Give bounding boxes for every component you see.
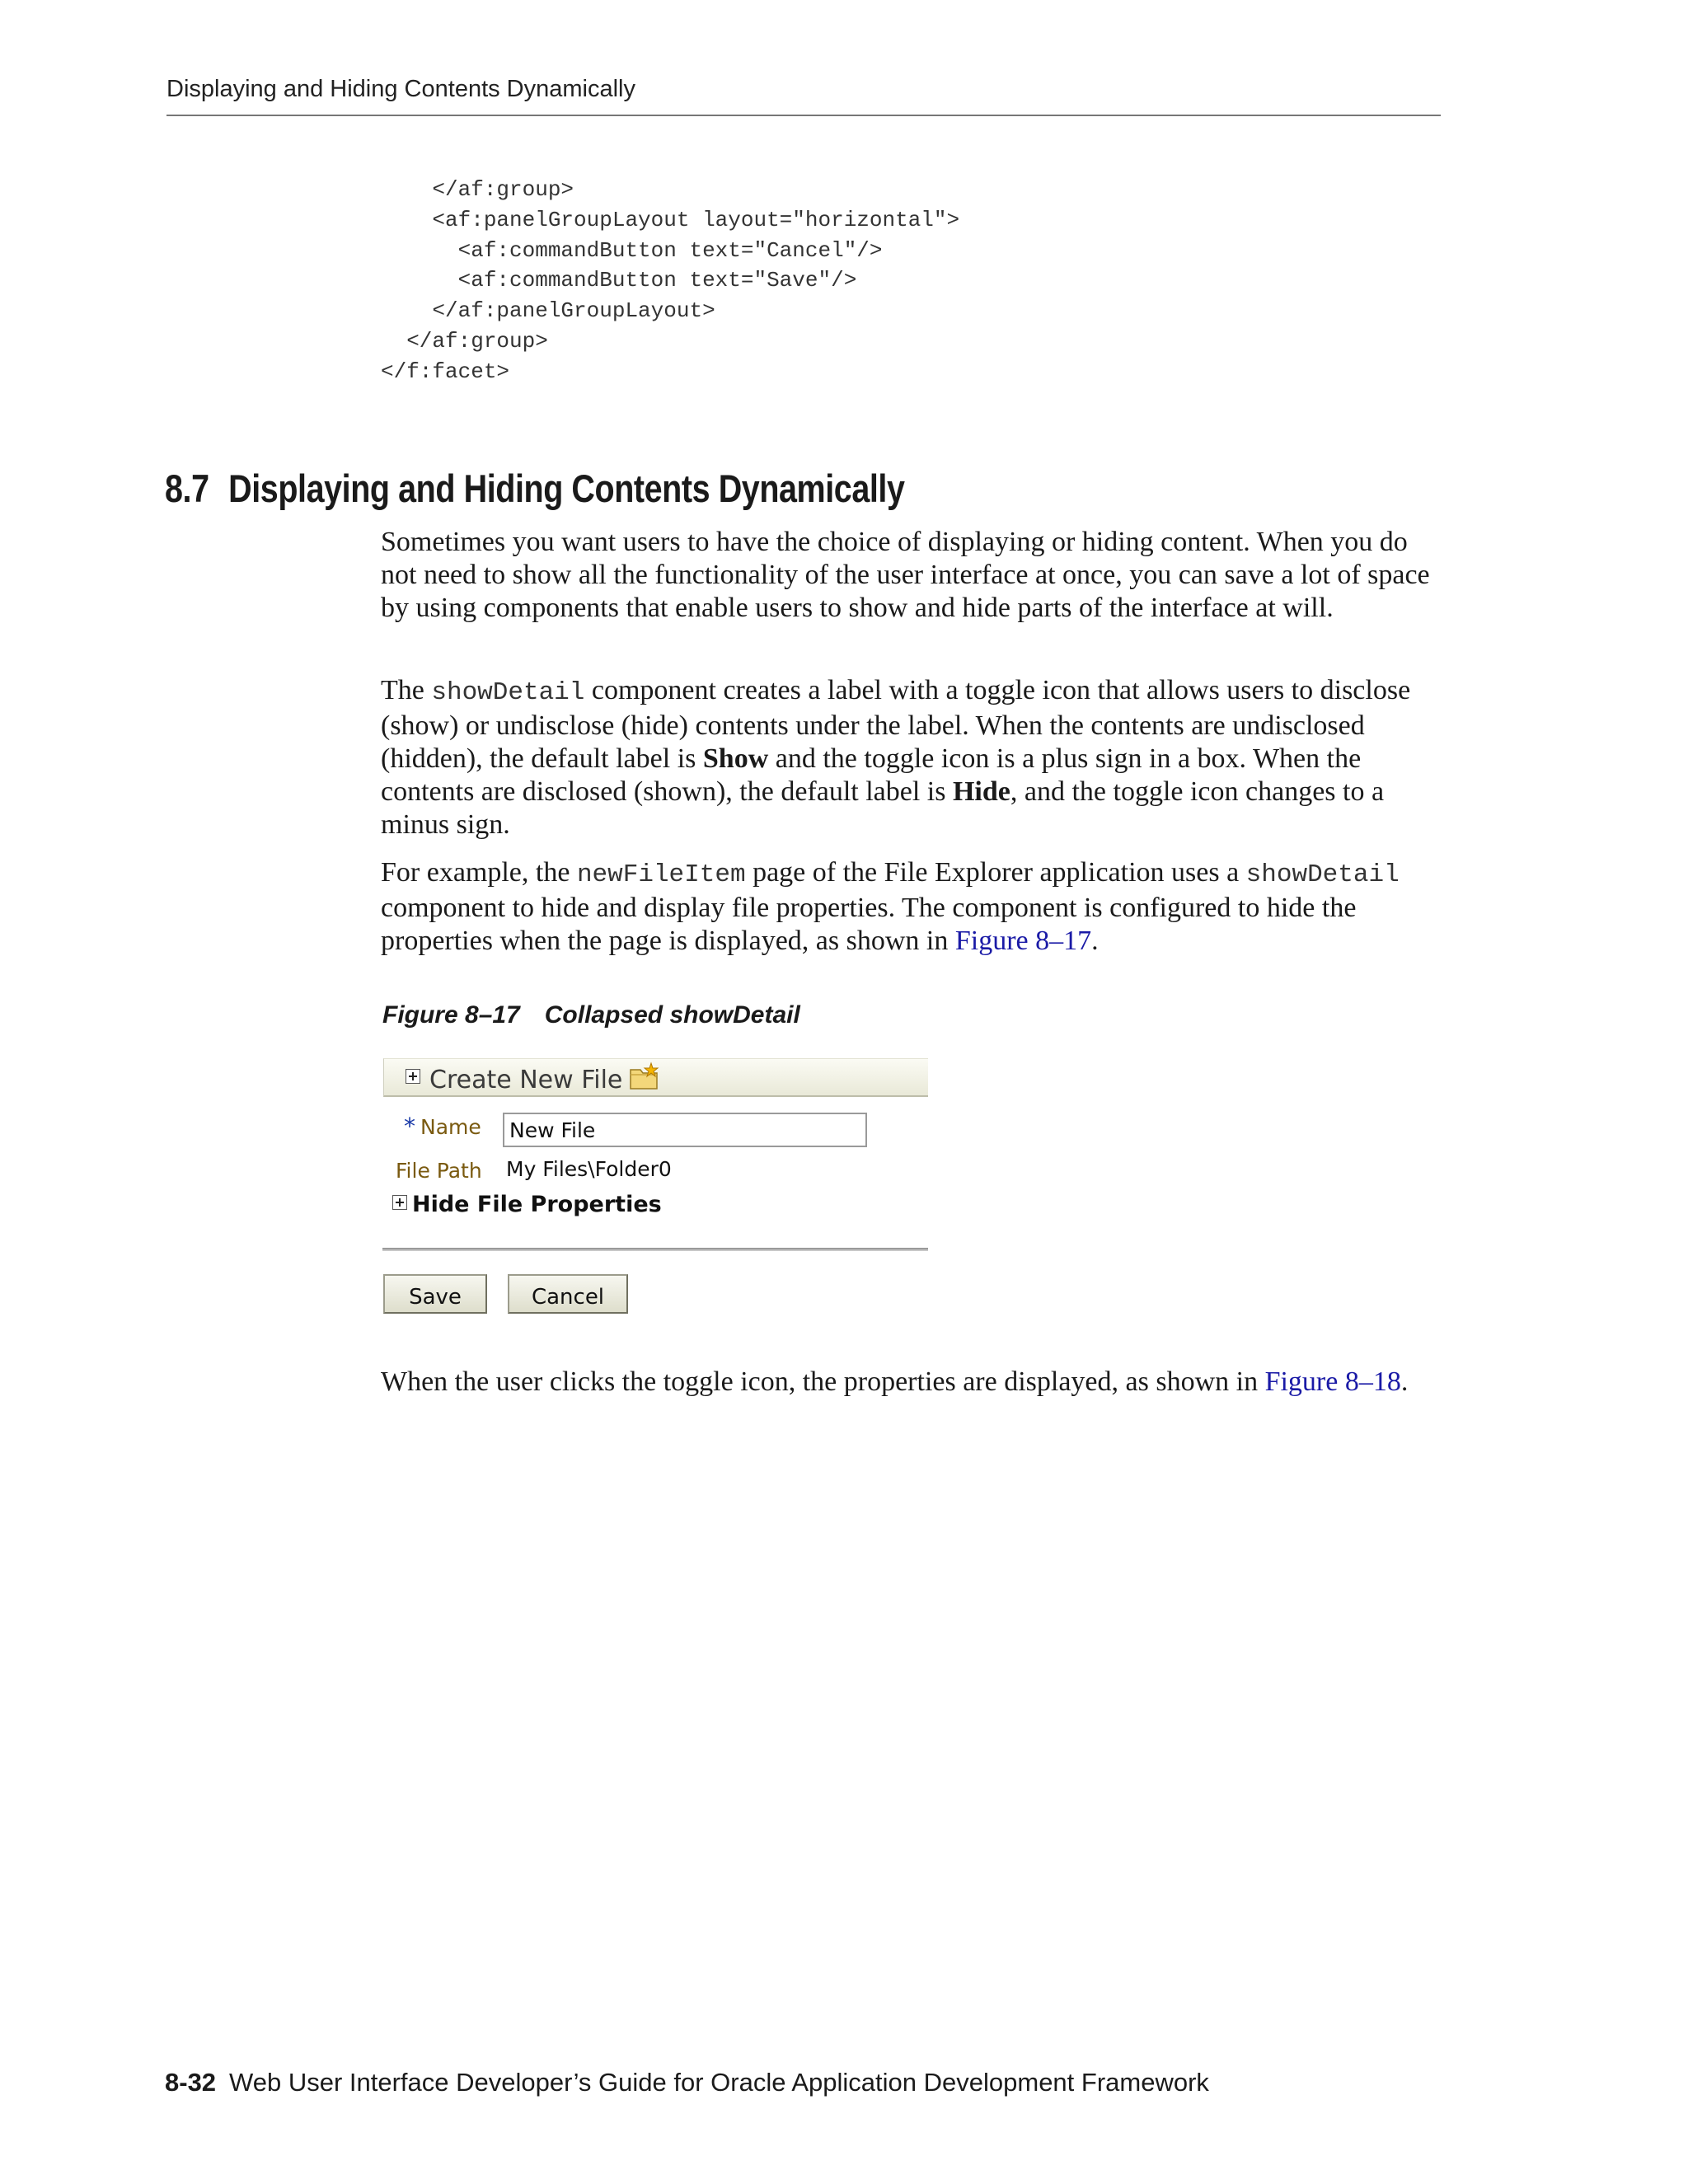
text-run: . xyxy=(1091,926,1099,956)
text-run: , and the toggle icon changes to a minus sign. xyxy=(381,776,1385,840)
figure-title: Collapsed showDetail xyxy=(544,1001,800,1029)
example-paragraph xyxy=(381,856,1444,958)
panel-title: Create New File xyxy=(429,1066,623,1094)
text-run: For example, the xyxy=(381,857,577,888)
code-term: showDetail xyxy=(1245,860,1400,889)
bold-term: Hide xyxy=(952,776,1010,807)
header-rule xyxy=(166,115,1441,116)
name-label xyxy=(404,1113,481,1140)
text-run: and the toggle icon is a plus sign in a box. When the contents are disclosed (shown), the default label is xyxy=(381,743,1362,807)
required-marker: * xyxy=(404,1113,415,1140)
code-line: </f:facet> xyxy=(381,359,510,384)
book-title: Web User Interface Developer’s Guide for Oracle Application Development Framework xyxy=(229,2068,1209,2097)
code-sample xyxy=(381,175,959,387)
divider xyxy=(382,1248,928,1251)
code-term: newFileItem xyxy=(576,860,746,889)
create-file-panel-header xyxy=(383,1058,928,1097)
page-footer xyxy=(165,2068,1209,2097)
running-head: Displaying and Hiding Contents Dynamically xyxy=(166,76,635,102)
text-run: When the user clicks the toggle icon, the properties are displayed, as shown in xyxy=(381,1366,1265,1397)
page-number: 8-32 xyxy=(165,2068,217,2097)
file-path-label: File Path xyxy=(396,1159,482,1183)
code-line: <af:panelGroupLayout layout="horizontal"> xyxy=(381,207,960,232)
expand-toggle-icon[interactable] xyxy=(406,1069,420,1084)
figure-label: Figure 8–17 xyxy=(382,1001,520,1029)
expand-toggle-icon[interactable] xyxy=(392,1195,407,1210)
figure-screenshot xyxy=(381,1053,1320,1333)
cancel-button[interactable]: Cancel xyxy=(508,1274,628,1314)
code-line: <af:commandButton text="Save"/> xyxy=(381,268,857,293)
text-run: page of the File Explorer application uses a xyxy=(745,857,1246,888)
code-line: </af:panelGroupLayout> xyxy=(381,298,715,324)
text-run: . xyxy=(1400,1366,1409,1397)
text-run: The xyxy=(381,675,432,705)
bold-term: Show xyxy=(702,743,769,774)
figure-link[interactable]: Figure 8–18 xyxy=(1264,1366,1401,1397)
figure-caption xyxy=(382,1001,800,1029)
showdetail-paragraph xyxy=(381,674,1444,841)
file-path-value: My Files\Folder0 xyxy=(506,1157,672,1181)
name-label-text: Name xyxy=(420,1115,481,1139)
text-run: component creates a label with a toggle icon that allows users to disclose (show) or undisclose (hide) contents under the label. When the contents are undisclosed (hidden), the default label is xyxy=(381,675,1411,774)
toggle-label[interactable]: Hide File Properties xyxy=(412,1192,662,1217)
figure-link[interactable]: Figure 8–17 xyxy=(954,926,1092,956)
intro-paragraph: Sometimes you want users to have the choice of displaying or hiding content. When you do not need to show all the functionality of the user interface at once, you can save a lot of space by using components that enable users to show and hide parts of the interface at will. xyxy=(381,527,1430,623)
new-folder-icon xyxy=(629,1062,660,1091)
name-field[interactable] xyxy=(503,1113,867,1147)
section-heading xyxy=(165,466,905,511)
save-button[interactable]: Save xyxy=(383,1274,487,1314)
code-line: <af:commandButton text="Cancel"/> xyxy=(381,237,883,263)
section-title: Displaying and Hiding Contents Dynamically xyxy=(228,466,905,510)
section-number: 8.7 xyxy=(165,466,209,510)
text-run: component to hide and display file properties. The component is configured to hide the properties when the page is displayed, as shown in xyxy=(381,893,1357,956)
followup-paragraph xyxy=(381,1366,1444,1399)
code-line: </af:group> xyxy=(381,328,548,354)
code-line: </af:group> xyxy=(381,177,574,202)
code-term: showDetail xyxy=(431,678,585,707)
